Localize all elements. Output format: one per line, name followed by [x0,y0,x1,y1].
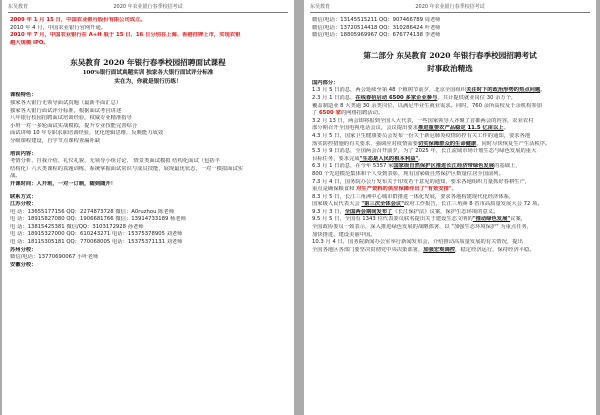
news-text: 10.3 月 4 日，国务院新闻办公室举行新闻发布会，介绍推动高质量发展的有关情况，提出 [312,239,523,246]
header-left-text: 东吴教育 [310,4,331,10]
news-line [312,87,588,95]
news-text: 重点是确保粮食和 [312,186,357,193]
contact-line: 微信/电话：13720514418 QQ：310286424 叶老师 [312,24,441,31]
schedule-label: 开课时间： [10,180,37,187]
news-line [312,201,588,209]
page-header [8,3,288,13]
news-line [312,239,588,247]
content-line: 考情分析、自我介绍、礼仪礼貌、无领导小组讨论、 情景类面试模拟 结构化面试（包括半 [10,158,220,165]
news-text: 议案， [510,216,527,223]
news-text: 《长江保护法》议案，保护生态环境的意义。 [392,208,499,215]
news-text: 。 [540,87,546,94]
features-heading: 课程特色： [10,92,37,99]
course-title: 东吴教育 2020 年银行春季校园招聘面试课程 [70,58,226,68]
news-line [312,224,588,232]
section-subtitle: 时事政治精选 [427,63,473,73]
contact-line: 电 话：18115305181 QQ：770068005 电话：15375371131 刘老师 [10,239,183,246]
news-text: 9.5 月 5 日，全国有 1343 位代表委员联名提出关于建设生态文明的 [312,216,473,223]
feature-item: 独家各大银行无领导面试真题（最新半面汇总） [10,99,122,106]
news-highlight: 在线春招启动 6500 多家企业参与 [355,94,438,101]
feature-item: 分级课程建设，自学节点课程查漏补缺 [10,137,101,144]
news-text: 2.3 月 1 日消息， [312,94,356,101]
news-text: 5.3 月 9 日消息，全国两会召开前夕，为了 2025 年，长江流域市场计划生态与绿色发展的重大 [312,148,537,155]
course-slogan: 实在为，你就是银行历练！ [114,79,182,86]
contact-line: 微信/电话：13770690067 小叶老师 [10,254,99,261]
news-line [312,110,588,118]
feature-item: 八年银行校园招聘面试培训经验，权威专业精准指导 [10,115,132,122]
page-body [312,17,588,254]
history-line: 2010 年 7 月，中国农业银行在 A+H 股于 15 日、16 日分别在上海、香港挂牌上市，实现农银 [10,32,241,39]
news-text: 1.3 月 5 日消息，两会延续至第 48 个植树节前夕，北京全国组织 [312,87,467,94]
contact-heading: 联系方式： [10,193,37,200]
history-line: 越大规模 IPO。 [10,39,49,46]
news-highlight: 加强宏观调控 [423,246,456,253]
news-line [312,232,588,240]
page-body [10,17,286,269]
news-line [312,216,588,224]
news-line [312,118,588,126]
contact-line: 电 话：13815425381 微信/QQ：3103172928 孙老师 [10,223,144,230]
news-text: 800 个先进模范集体和个人受到表彰，现有国家级自然保护区数量位居全国前列。 [312,170,504,177]
news-text: 加快推进、建设美丽中国。 [312,231,376,238]
news-text: ，共计提供就业岗位 30 余万个， [437,94,517,101]
contact-line: 微信/电话：18805969967 QQ：676774138 李老师 [312,32,441,39]
news-line [312,148,588,156]
news-highlight: 推进重要农产品稳定 11.5 亿亩以上 [417,125,504,132]
content-line: 结构化）六大类课程的真题训练，系统掌握面试常识与成员技能，展现最优状态，一对一模拟面试实 [10,165,244,172]
news-text: 6.3 月 1 日消息，在今年 5357 家 [312,163,394,170]
schedule-line [10,181,286,189]
header-center-text: 2020 年农业银行春季校招考试 [415,4,485,10]
contact-line: 电 话：18915327000 QQ：610243271 电话：15375378905 刘老师 [10,231,183,238]
contact-line: 电 话：18915827080 QQ：1906681766 微信：13914733189 杨老师 [10,216,186,223]
news-text: 的网络招聘活动。 [340,110,384,117]
news-text: 目标任务，要求完成 [312,155,360,162]
feature-item: 小班一对一多轮面试实战模拟，提升专业技能完善综合 [10,122,138,129]
region-label: 江苏分校： [10,201,37,208]
news-text: 了 [312,110,319,117]
news-highlight: "推动绿色发展" [472,216,511,223]
news-text: 的基础上， [494,163,521,170]
news-line [312,95,588,103]
news-text: 全国政协委员一致表示，深入推进绿色发展的战略部署，以 "加强生态环境保护" 为重点任务， [312,224,533,231]
news-text: 。 [503,125,509,132]
news-highlight: 6500 家 [318,110,341,117]
news-line [312,125,588,133]
news-line [312,247,588,255]
region-label: 安徽分校： [10,261,37,268]
header-left-text: 东吴教育 [8,4,29,10]
news-text: 7.3 月 4 日，国务院办公厅发布关于印发若干意见的通知，要求各地组织力量抓好春耕生产， [312,178,531,185]
news-line [312,194,588,202]
news-text: 9.3 月 3 日， [312,208,345,215]
news-line [312,171,588,179]
feature-item: 独家各大银行面试评分标准，根据面试考官讲述 [10,107,122,114]
news-highlight: 关注时下的政治形势的热点问题 [466,87,541,94]
news-highlight: 对生产资料的供应保障作出了"有效安排" [356,186,452,193]
page-header [310,3,590,13]
document-page-right [304,0,596,415]
news-text: 政府工作报告，长江三角洲 8 省市高质量发展大会 72 项。 [403,201,543,208]
news-line [312,179,588,187]
news-text: 国家级人民代表大会 [312,201,362,208]
news-line [312,156,588,164]
news-highlight: 全国两会期间发布了 [344,208,393,215]
section-title: 第二部分 东吴教育 2020 年银行春季校园招聘考试 [363,50,537,60]
contact-line: 微信/电话：13145515211 QQ：907466789 周老师 [312,17,441,23]
news-text: 全国各地区各部门要坚决贯彻党中央决策部署， [312,246,424,253]
news-heading: 国内部分： [312,79,339,86]
news-line [312,186,588,194]
news-text: 4.3 月 5 日，国家卫生健康委员会发布一份关于新冠肺炎疫情防控有关工作的通知，要求各地 [312,132,531,139]
content-heading: 培训内容： [10,150,37,157]
news-text: 3.2 月 13 日，两会即将报到全国人大代表，一些国家领导人齐聚了首都两会的内容，农业农村 [312,117,534,124]
schedule-text: 人开班，一对一订制，随到随开！ [36,180,116,187]
header-center-text: 2020 年农业银行春季校招考试 [113,4,183,10]
news-text: ，稳定经济运行，保持经济平稳。 [455,246,535,253]
news-list [312,87,588,254]
news-text: 落实防控措施的有关要求，强调应对疫情需要 [312,140,418,147]
course-subtitle: 100%银行面试真题实训 独家各大银行面试评分标准 [82,70,214,77]
news-line [312,163,588,171]
feature-item: 面试讲师 10 年专职求职培训经验，优化逻辑思维，反映能力成效 [10,130,164,137]
news-highlight: "生态是人民的根本利益" [359,155,419,162]
news-text: 。 [451,186,457,193]
news-text: ，同时尽快恢复生产生活秩序。 [476,140,551,147]
contact-line: 电 话：13655177156 QQ：2274873728 微信：A0ruzhou 陈老师 [10,208,175,215]
news-text: 。 [418,155,424,162]
content-line: 战。 [10,173,21,180]
news-text: 8.3 月 5 日，长江三角洲中心城市群推进一体化发展，要求各地构建现代化经济体系， [312,193,515,200]
news-highlight: "第三次全体会议" [361,201,404,208]
news-line [312,209,588,217]
news-highlight: 国家级自然保护区推进长江经济带绿色发展 [393,163,495,170]
news-line [312,133,588,141]
history-line: 2010 年 4 月，中国农业银行官网开通。 [10,24,107,31]
history-line: 2009 年 1 月 15 日，中国农业银行股份有限公司成立。 [10,17,146,23]
document-page-left [2,0,294,415]
news-text: 覆盖制造业 8 大类逾 30 余类岗位，以满足毕业生就业需求。同时，760 余所高校及千余机构参加 [312,102,542,109]
news-line [312,141,588,149]
news-line [312,103,588,111]
region-label: 苏州分校： [10,246,37,253]
news-text: 部分期召开全国电视电话会议，会议提出要求 [312,125,418,132]
news-highlight: 切实保障群众的生命健康 [417,140,477,147]
